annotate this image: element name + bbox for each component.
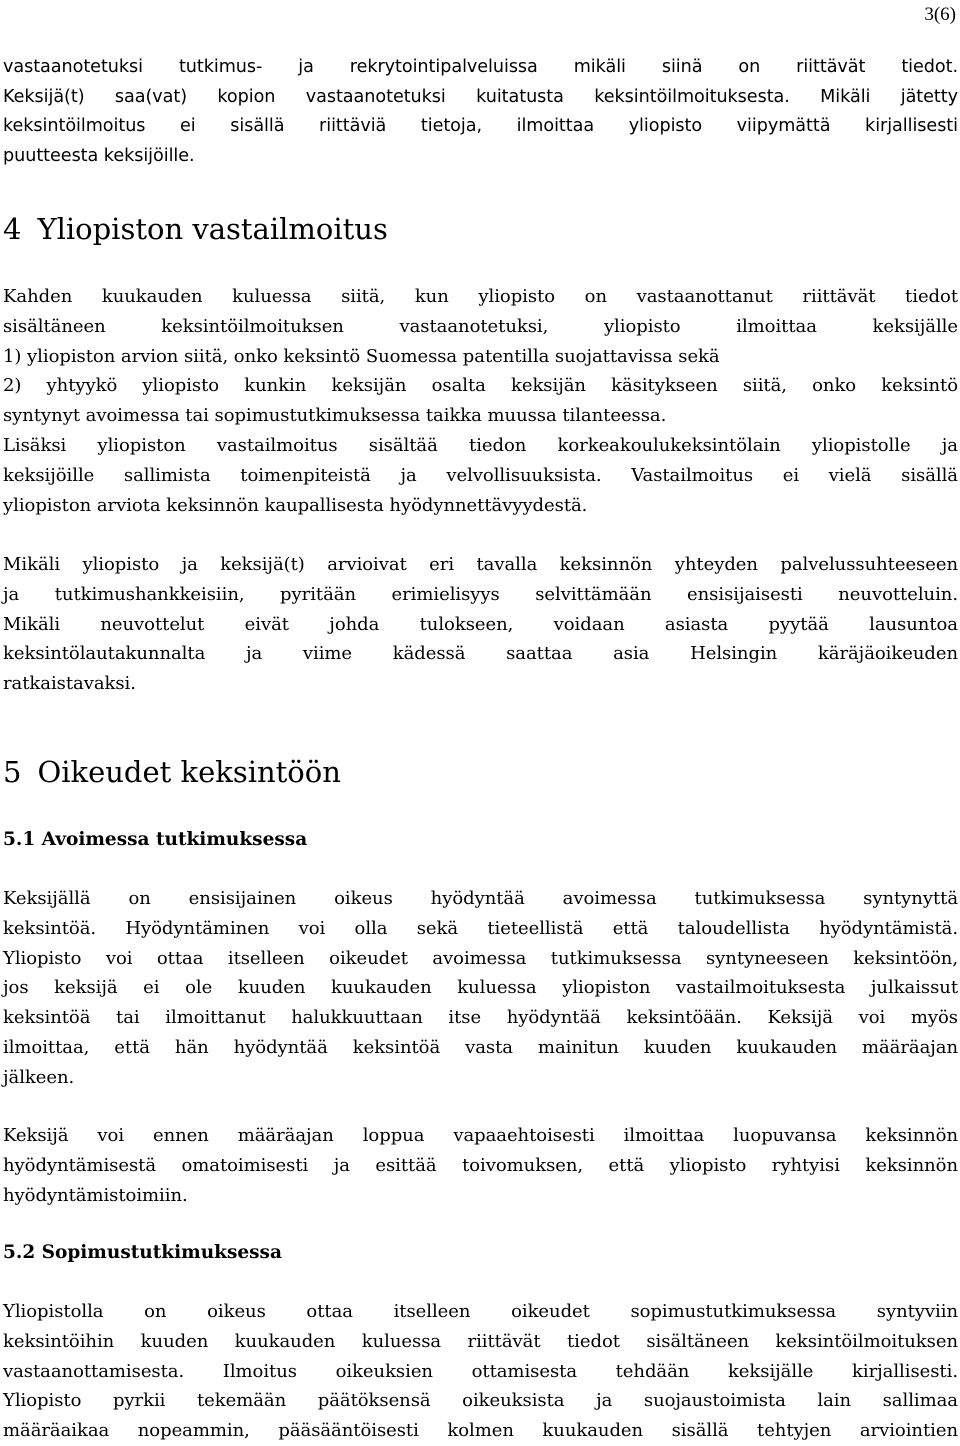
text-line: keksintöä tai ilmoittanut halukkuuttaan itse hyödyntää keksintöään. Keksijä voi myös: [3, 1007, 958, 1029]
text-line: Keksijä(t) saa(vat) kopion vastaanotetuksi kuitatusta keksintöilmoituksesta. Mikäli jätetty: [3, 86, 958, 107]
text-line: vastaanottamisesta. Ilmoitus oikeuksien ottamisesta tehdään keksijälle kirjallisesti.: [3, 1360, 958, 1382]
text-line: Keksijä voi ennen määräajan loppua vapaaehtoisesti ilmoittaa luopuvansa keksinnön: [3, 1125, 958, 1146]
section-title: Oikeudet keksintöön: [37, 755, 341, 789]
text-line: 1) yliopiston arvion siitä, onko keksintö Suomessa patentilla suojattavissa sekä: [3, 345, 720, 367]
section-4-paragraph-1: [3, 282, 958, 520]
text-line: Yliopistolla on oikeus ottaa itselleen oikeudet sopimustutkimuksessa syntyviin: [3, 1301, 958, 1322]
subsection-5-1-paragraph-1: [3, 884, 958, 1093]
text-line: yliopiston arviota keksinnön kaupallisesta hyödynnettävyydestä.: [3, 494, 588, 516]
text-line: Keksijällä on ensisijainen oikeus hyödyntää avoimessa tutkimuksessa syntynyttä: [3, 888, 958, 909]
section-number: 5: [3, 755, 22, 789]
page-number: 3(6): [924, 4, 956, 25]
text-line: hyödyntämisestä omatoimisesti ja esittää toivomuksen, että yliopisto ryhtyisi keksinnön: [3, 1154, 958, 1176]
section-4-paragraph-2: [3, 550, 958, 699]
text-line: ratkaistavaksi.: [3, 673, 136, 695]
text-line: Kahden kuukauden kuluessa siitä, kun yliopisto on vastaanottanut riittävät tiedot: [3, 286, 958, 307]
text-line: syntynyt avoimessa tai sopimustutkimuksessa taikka muussa tilanteessa.: [3, 405, 667, 427]
text-line: jos keksijä ei ole kuuden kuukauden kuluessa yliopiston vastailmoituksesta julkaissut: [3, 977, 958, 999]
text-line: ilmoittaa, että hän hyödyntää keksintöä vasta mainitun kuuden kuukauden määräajan: [3, 1036, 958, 1058]
text-line: vastaanotetuksi tutkimus- ja rekrytointipalveluissa mikäli siinä on riittävät tiedot.: [3, 57, 958, 77]
text-line: keksijöille sallimista toimenpiteistä ja velvollisuuksista. Vastailmoitus ei vielä sisällä: [3, 464, 958, 486]
text-line: hyödyntämistoimiin.: [3, 1184, 188, 1206]
text-line: Yliopisto pyrkii tekemään päätöksensä oikeuksista ja suojaustoimista lain sallimaa: [3, 1390, 958, 1412]
text-line: puutteesta keksijöille.: [3, 146, 195, 167]
intro-paragraph: [3, 53, 958, 172]
text-line: määräaikaa nopeammin, pääsääntöisesti kolmen kuukauden sisällä tehtyjen arviointien: [3, 1420, 958, 1442]
text-line: keksintölautakunnalta ja viime kädessä saattaa asia Helsingin käräjäoikeuden: [3, 643, 958, 665]
section-4-heading: [3, 212, 388, 246]
subsection-5-2-heading: 5.2 Sopimustutkimuksessa: [3, 1242, 282, 1263]
subsection-5-1-paragraph-2: [3, 1121, 958, 1210]
text-line: Mikäli yliopisto ja keksijä(t) arvioivat eri tavalla keksinnön yhteyden palvelussuhteeseen: [3, 554, 958, 575]
text-line: keksintöihin kuuden kuukauden kuluessa riittävät tiedot sisältäneen keksintöilmoituksen: [3, 1330, 958, 1352]
subsection-5-2-paragraph-1: [3, 1297, 958, 1446]
section-5-heading: [3, 755, 341, 789]
text-line: keksintöilmoitus ei sisällä riittäviä tietoja, ilmoittaa yliopisto viipymättä kirjallisesti: [3, 116, 958, 137]
text-line: jälkeen.: [3, 1066, 75, 1088]
section-number: 4: [3, 212, 22, 246]
text-line: sisältäneen keksintöilmoituksen vastaanotetuksi, yliopisto ilmoittaa keksijälle: [3, 315, 958, 337]
text-line: Mikäli neuvottelut eivät johda tulokseen, voidaan asiasta pyytää lausuntoa: [3, 613, 958, 635]
text-line: Yliopisto voi ottaa itselleen oikeudet avoimessa tutkimuksessa syntyneeseen keksintöön,: [3, 947, 958, 969]
subsection-5-1-heading: 5.1 Avoimessa tutkimuksessa: [3, 829, 308, 850]
text-line: keksintöä. Hyödyntäminen voi olla sekä tieteellistä että taloudellista hyödyntämistä.: [3, 917, 958, 939]
text-line: Lisäksi yliopiston vastailmoitus sisältää tiedon korkeakoulukeksintölain yliopistolle ja: [3, 434, 958, 456]
text-line: 2) yhtyykö yliopisto kunkin keksijän osalta keksijän käsitykseen siitä, onko keksintö: [3, 375, 958, 397]
text-line: ja tutkimushankkeisiin, pyritään erimielisyys selvittämään ensisijaisesti neuvotteluin.: [3, 583, 958, 605]
section-title: Yliopiston vastailmoitus: [37, 212, 388, 246]
